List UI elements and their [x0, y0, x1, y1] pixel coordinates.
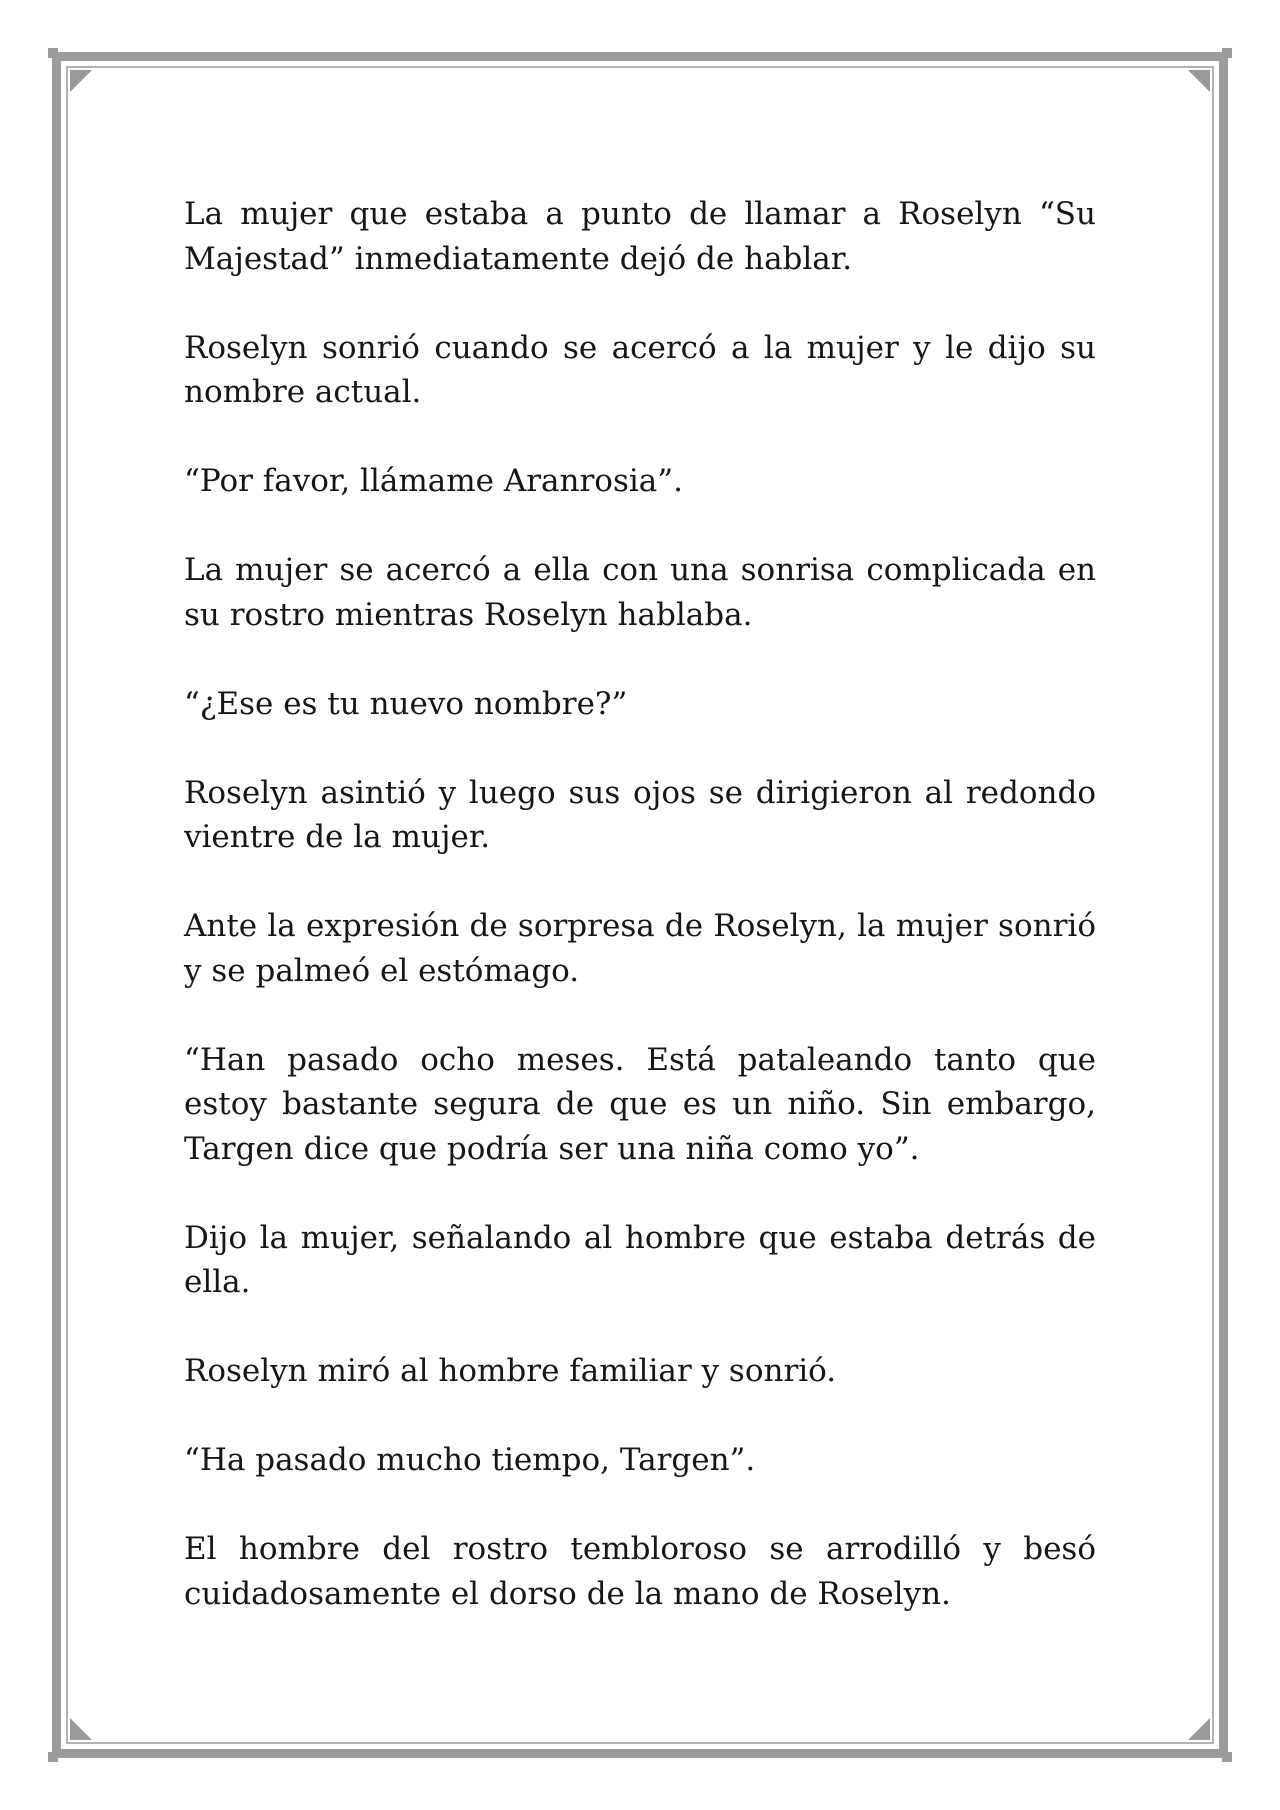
paragraph: Roselyn asintió y luego sus ojos se dirigieron al redondo vientre de la mujer. [184, 774, 1096, 855]
paragraph: Roselyn sonrió cuando se acercó a la mujer y le dijo su nombre actual. [184, 329, 1096, 410]
paragraph: La mujer se acercó a ella con una sonrisa complicada en su rostro mientras Roselyn hablaba. [184, 552, 1096, 633]
paragraph: “Ha pasado mucho tiempo, Targen”. [184, 1442, 756, 1478]
paragraph: “¿Ese es tu nuevo nombre?” [184, 685, 628, 722]
corner-triangle-icon [70, 70, 92, 92]
corner-triangle-icon [1188, 1718, 1210, 1740]
corner-triangle-icon [1188, 70, 1210, 92]
paragraph: Roselyn miró al hombre familiar y sonrió. [184, 1353, 837, 1389]
corner-ornament-icon [48, 48, 58, 58]
corner-ornament-icon [48, 1752, 58, 1762]
paragraph: “Por favor, llámame Aranrosia”. [184, 463, 683, 499]
paragraph: El hombre del rostro tembloroso se arrodilló y besó cuidadosamente el dorso de la mano de Roselyn. [184, 1531, 1096, 1612]
paragraph: Ante la expresión de sorpresa de Roselyn, la mujer sonrió y se palmeó el estómago. [184, 908, 1096, 989]
corner-ornament-icon [1222, 48, 1232, 58]
paragraph: Dijo la mujer, señalando al hombre que estaba detrás de ella. [184, 1219, 1096, 1300]
corner-ornament-icon [1222, 1752, 1232, 1762]
paragraph: La mujer que estaba a punto de llamar a Roselyn “Su Majestad” inmediatamente dejó de hablar. [184, 196, 1096, 277]
paragraph: “Han pasado ocho meses. Está pataleando tanto que estoy bastante segura de que es un niño. Sin embargo, Targen dice que podría ser una niña como yo”. [184, 1041, 1096, 1167]
story-text [184, 192, 1096, 1661]
corner-triangle-icon [70, 1718, 92, 1740]
